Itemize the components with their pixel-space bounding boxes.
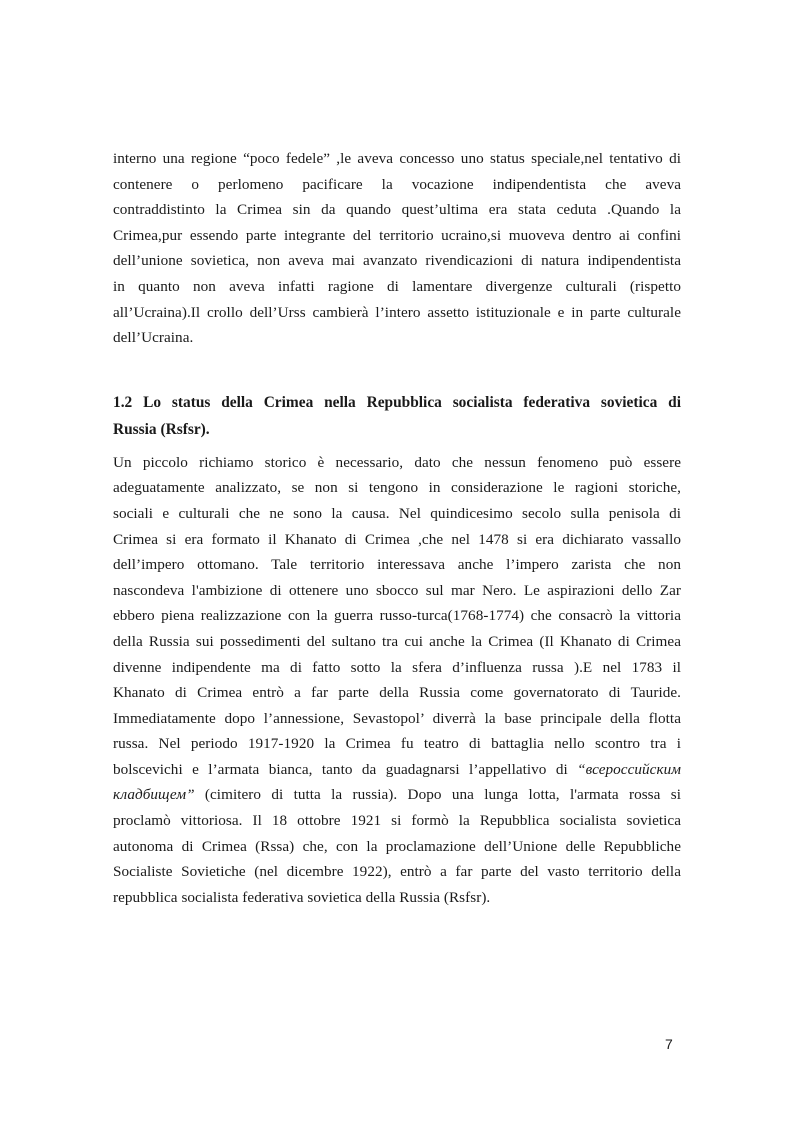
russian-phrase: “всероссийским [577, 760, 681, 778]
text-line: proclamò vittoriosa. Il 18 ottobre 1921 si formò la Repubblica socialista sovietica [113, 812, 681, 830]
text-line [113, 782, 681, 808]
text-line: contraddistinto la Crimea sin da quando quest’ultima era stata ceduta .Quando la [113, 201, 681, 219]
russian-phrase: кладбищем” [113, 786, 195, 804]
text-line: russa. Nel periodo 1917-1920 la Crimea fu teatro di battaglia nello scontro tra i [113, 735, 681, 753]
text-line: dell’unione sovietica, non aveva mai avanzato rivendicazioni di natura indipendentista [113, 252, 681, 270]
paragraph-1 [113, 146, 681, 351]
text-line: sociali e culturali che ne sono la causa. Nel quindicesimo secolo sulla penisola di [113, 504, 681, 522]
text-line: adeguatamente analizzato, se non si tengono in considerazione le ragioni storiche, [113, 479, 681, 497]
text-line: contenere o perlomeno pacificare la vocazione indipendentista che aveva [113, 175, 681, 193]
paragraph-2 [113, 450, 681, 911]
text-line: Socialiste Sovietiche (nel dicembre 1922), entrò a far parte del vasto territorio della [113, 863, 681, 881]
heading-line: Russia (Rsfsr). [113, 420, 210, 438]
text-line: Un piccolo richiamo storico è necessario, dato che nessun fenomeno può essere [113, 453, 681, 471]
text-line [113, 757, 681, 783]
text-line: interno una regione “poco fedele” ,le aveva concesso uno status speciale,nel tentativo di [113, 150, 681, 167]
section-heading [113, 389, 681, 443]
heading-line: 1.2 Lo status della Crimea nella Repubblica socialista federativa sovietica di [113, 393, 681, 411]
text-line: Immediatamente dopo l’annessione, Sevastopol’ diverrà la base principale della flotta [113, 709, 681, 727]
document-page [113, 146, 681, 910]
text-line: nascondeva l'ambizione di ottenere uno sbocco sul mar Nero. Le aspirazioni dello Zar [113, 581, 681, 599]
text-line: della Russia sui possedimenti del sultano tra cui anche la Crimea (Il Khanato di Crimea [113, 632, 681, 650]
text-line: in quanto non aveva infatti ragione di lamentare divergenze culturali (rispetto [113, 277, 681, 295]
page-number: 7 [665, 1036, 673, 1052]
text-line: Crimea,pur essendo parte integrante del territorio ucraino,si muoveva dentro ai confini [113, 226, 681, 244]
text-line: Khanato di Crimea entrò a far parte della Russia come governatorato di Tauride. [113, 684, 681, 702]
text-line: repubblica socialista federativa sovietica della Russia (Rsfsr). [113, 888, 491, 906]
text-line: dell’Ucraina. [113, 329, 194, 347]
text-line: ebbero piena realizzazione con la guerra russo-turca(1768-1774) che consacrò la vittoria [113, 607, 681, 625]
text-line: autonoma di Crimea (Rssa) che, con la proclamazione dell’Unione delle Repubbliche [113, 837, 681, 855]
text-line: all’Ucraina).Il crollo dell’Urss cambierà l’intero assetto istituzionale e in parte culturale [113, 303, 681, 321]
text-fragment: (cimitero di tutta la russia). Dopo una lunga lotta, l'armata rossa si [204, 786, 681, 804]
text-line: dell’impero ottomano. Tale territorio interessava anche l’impero zarista che non [113, 556, 681, 574]
text-line: divenne indipendente ma di fatto sotto la sfera d’influenza russa ).E nel 1783 il [113, 658, 681, 676]
text-fragment: bolscevichi e l’armata bianca, tanto da guadagnarsi l’appellativo di [113, 760, 568, 778]
text-line: Crimea si era formato il Khanato di Crimea ,che nel 1478 si era dichiarato vassallo [113, 530, 681, 548]
